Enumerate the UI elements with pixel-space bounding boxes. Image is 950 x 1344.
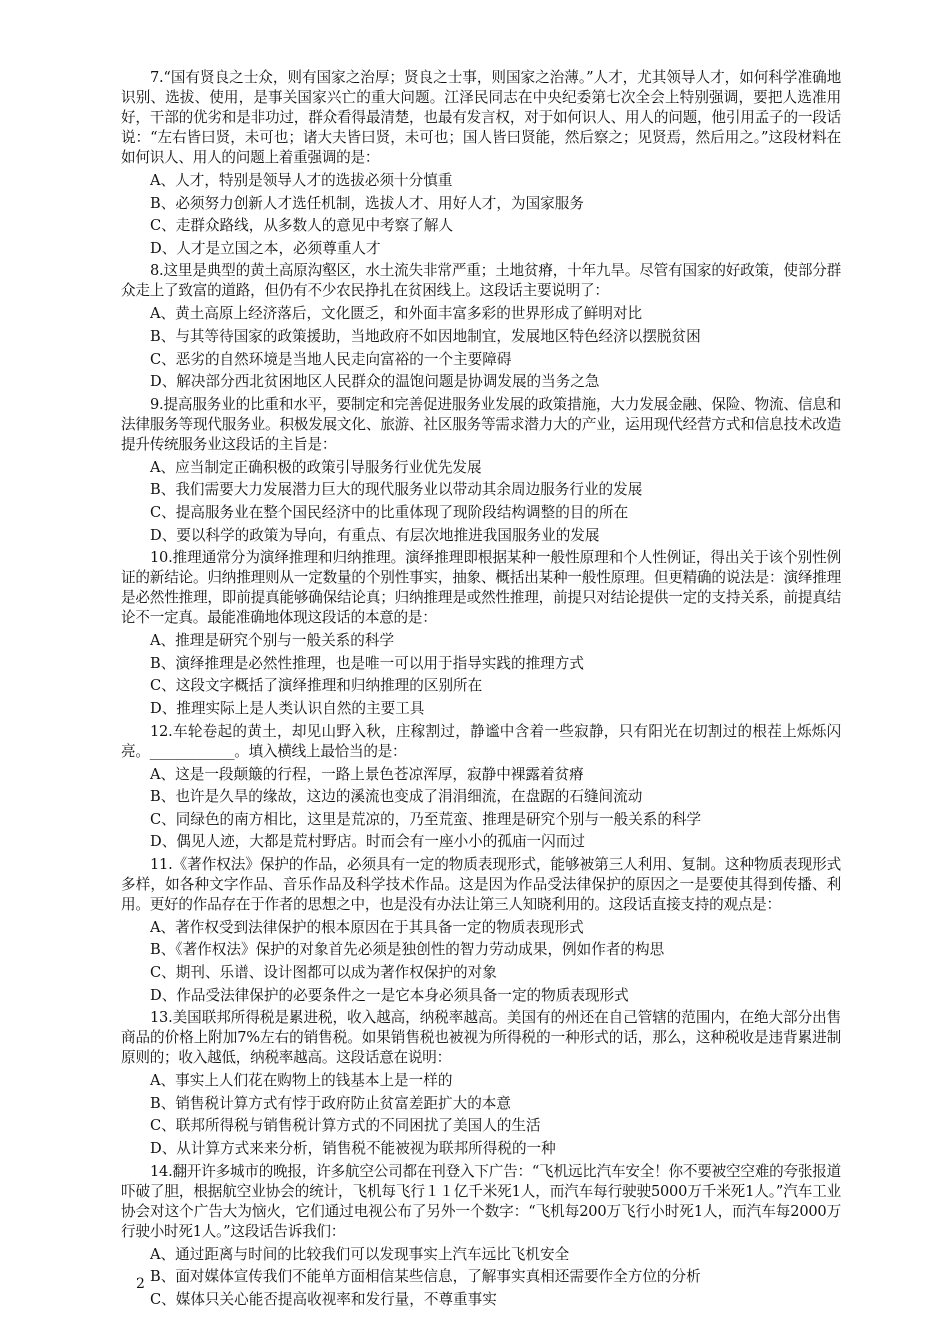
question-stem: 7.“国有贤良之士众，则有国家之治厚；贤良之士事，则国家之治薄。”人才，尤其领导人才，如何科学准确地识别、选拔、使用，是事关国家兴亡的重大问题。江泽民同志在中央纪委第七次全会上特别强调，要把人选准用好，干部的优劣和是非功过，群众看得最清楚，也最有发言权，对于如何识人、用人的问题，他引用孟子的一段话说：“左右皆曰贤，未可也；诸大夫皆曰贤，未可也；国人皆曰贤能，然后察之；见贤焉，然后用之。”这段材料在如何识人、用人的问题上着重强调的是： [121, 69, 841, 166]
answer-option: B、销售税计算方式有悖于政府防止贫富差距扩大的本意 [150, 1094, 511, 1112]
question-block [121, 68, 841, 259]
question-block [121, 1008, 841, 1159]
answer-option: A、事实上人们花在购物上的钱基本上是一样的 [150, 1072, 453, 1090]
answer-option: D、人才是立国之本，必须尊重人才 [150, 239, 381, 257]
question-block [121, 855, 841, 1006]
answer-option: C、同绿色的南方相比，这里是荒凉的，乃至荒蛮、推理是研究个别与一般关系的科学 [150, 810, 702, 828]
question-stem: 9.提高服务业的比重和水平，要制定和完善促进服务业发展的政策措施，大力发展金融、保险、物流、信息和法律服务等现代服务业。积极发展文化、旅游、社区服务等需求潜力大的产业，运用现代经营方式和信息技术改造提升传统服务业这段话的主旨是： [121, 395, 841, 453]
page-number: 2 [136, 1276, 145, 1292]
answer-option: A、应当制定正确积极的政策引导服务行业优先发展 [150, 458, 482, 476]
question-block [121, 395, 841, 546]
answer-option: C、走群众路线，从多数人的意见中考察了解人 [150, 217, 454, 235]
answer-option: B、与其等待国家的政策援助，当地政府不如因地制宜，发展地区特色经济以摆脱贫困 [150, 327, 701, 345]
question-block [121, 548, 841, 719]
answer-option: A、人才，特别是领导人才的选拔必须十分慎重 [150, 172, 453, 189]
answer-option: B、演绎推理是必然性推理，也是唯一可以用于指导实践的推理方式 [150, 654, 584, 672]
answer-option: B、也许是久旱的缘故，这边的溪流也变成了涓涓细流，在盘踞的石缝间流动 [150, 788, 643, 806]
answer-option: C、媒体只关心能否提高收视率和发行量，不尊重事实 [150, 1290, 497, 1308]
answer-option: A、著作权受到法律保护的根本原因在于其具备一定的物质表现形式 [150, 918, 584, 936]
answer-option: A、这是一段颠簸的行程，一路上景色苍凉浑厚，寂静中裸露着贫瘠 [150, 765, 584, 783]
answer-option: C、恶劣的自然环境是当地人民走向富裕的一个主要障碍 [150, 350, 512, 368]
answer-option: D、要以科学的政策为导向，有重点、有层次地推进我国服务业的发展 [150, 526, 600, 544]
question-stem: 13.美国联邦所得税是累进税，收入越高，纳税率越高。美国有的州还在自己管辖的范围内，在绝大部分出售商品的价格上附加7%左右的销售税。如果销售税也被视为所得税的一种形式的话，那么，这种税收是违背累进制原则的；收入越低，纳税率越高。这段话意在说明： [121, 1009, 841, 1067]
question-block [121, 1162, 841, 1310]
answer-option: B、我们需要大力发展潜力巨大的现代服务业以带动其余周边服务行业的发展 [150, 481, 643, 499]
answer-option: A、黄土高原上经济落后，文化匮乏，和外面丰富多彩的世界形成了鲜明对比 [150, 305, 643, 323]
question-stem: 12.车轮卷起的黄土，却见山野入秋，庄稼割过，静谧中含着一些寂静，只有阳光在切割过的根茬上烁烁闪亮。____________。填入横线上最恰当的是： [121, 722, 841, 760]
answer-option: C、提高服务业在整个国民经济中的比重体现了现阶段结构调整的目的所在 [150, 503, 629, 521]
question-stem: 8.这里是典型的黄土高原沟壑区，水土流失非常严重；土地贫瘠，十年九旱。尽管有国家的好政策，使部分群众走上了致富的道路，但仍有不少农民挣扎在贫困线上。这段话主要说明了： [121, 262, 841, 300]
question-block [121, 261, 841, 392]
answer-option: C、联邦所得税与销售税计算方式的不同困扰了美国人的生活 [150, 1117, 541, 1135]
answer-option: B、《著作权法》保护的对象首先必须是独创性的智力劳动成果，例如作者的构思 [150, 941, 665, 959]
document-body [121, 68, 841, 1312]
answer-option: D、推理实际上是人类认识自然的主要工具 [150, 699, 425, 717]
answer-option: B、面对媒体宣传我们不能单方面相信某些信息，了解事实真相还需要作全方位的分析 [150, 1268, 701, 1286]
question-stem: 14.翻开许多城市的晚报，许多航空公司都在刊登入下广告：“飞机远比汽车安全！你不要被空空难的夸张报道吓破了胆，根据航空业协会的统计，飞机每飞行１１亿千米死1人，而汽车每行驶驶5000万千米死1人。”汽车工业协会对这个广告大为恼火，它们通过电视公布了另外一个数字：“飞机每200万飞行小时死1人，而汽车每2000万行驶小时死1人。”这段话告诉我们： [121, 1162, 841, 1240]
answer-option: B、必须努力创新人才选任机制，选拔人才、用好人才，为国家服务 [150, 194, 584, 212]
answer-option: C、期刊、乐谱、设计图都可以成为著作权保护的对象 [150, 964, 497, 982]
question-stem: 10.推理通常分为演绎推理和归纳推理。演绎推理即根据某种一般性原理和个人性例证，得出关于该个别性例证的新结论。归纳推理则从一定数量的个别性事实，抽象、概括出某种一般性原理。但更精确的说法是：演绎推理是必然性推理，即前提真能够确保结论真；归纳推理是或然性推理，前提只对结论提供一定的支持关系，前提真结论不一定真。最能准确地体现这段话的本意的是： [121, 549, 841, 627]
answer-option: D、解决部分西北贫困地区人民群众的温饱问题是协调发展的当务之急 [150, 373, 600, 391]
answer-option: D、偶见人迹，大都是荒村野店。时而会有一座小小的孤庙一闪而过 [150, 833, 585, 851]
answer-option: D、从计算方式来来分析，销售税不能被视为联邦所得税的一种 [150, 1140, 556, 1158]
question-block [121, 722, 841, 853]
question-stem: 11.《著作权法》保护的作品，必须具有一定的物质表现形式，能够被第三人利用、复制。这种物质表现形式多样，如各种文字作品、音乐作品及科学技术作品。这是因为作品受法律保护的原因之一是要使其得到传播、利用。更好的作品存在于作者的思想之中，也是没有办法让第三人知晓利用的。这段话直接支持的观点是： [121, 855, 841, 913]
answer-option: D、作品受法律保护的必要条件之一是它本身必须具备一定的物质表现形式 [150, 986, 629, 1004]
answer-option: C、这段文字概括了演绎推理和归纳推理的区别所在 [150, 677, 483, 695]
answer-option: A、推理是研究个别与一般关系的科学 [150, 632, 395, 650]
answer-option: A、通过距离与时间的比较我们可以发现事实上汽车远比飞机安全 [150, 1245, 570, 1263]
